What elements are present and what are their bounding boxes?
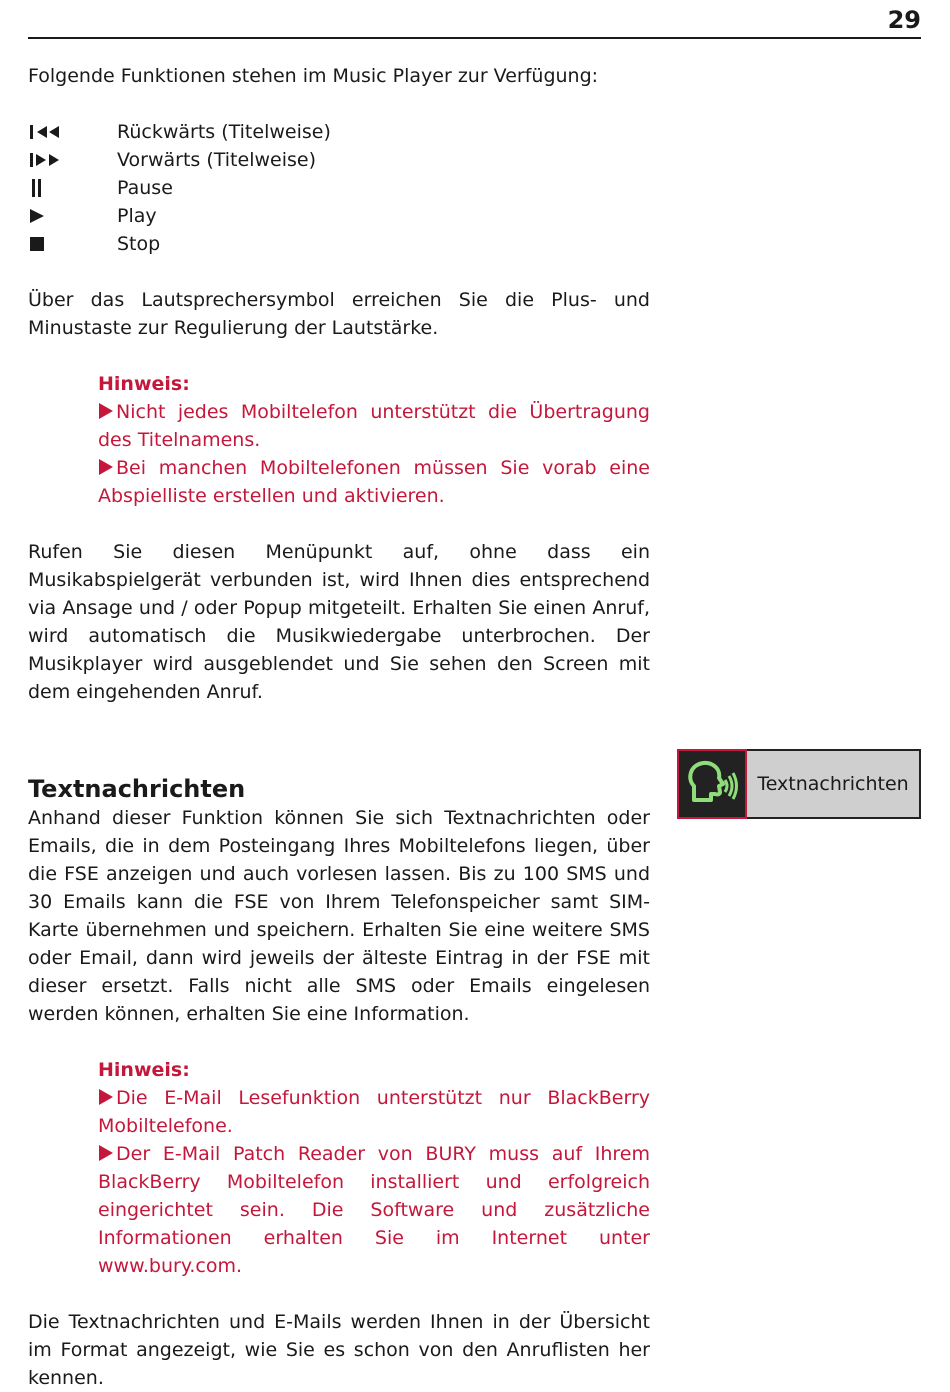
page-number: 29 — [887, 6, 921, 34]
note-item: Die E-Mail Lesefunktion unterstützt nur BlackBerry Mobiltelefone. — [98, 1087, 650, 1137]
header-rule — [28, 37, 921, 39]
note-title: Hinweis: — [98, 1059, 190, 1081]
skip-back-icon — [28, 118, 117, 146]
pause-icon — [28, 174, 117, 202]
note-title: Hinweis: — [98, 373, 190, 395]
control-item — [28, 146, 650, 174]
section-body: Anhand dieser Funktion können Sie sich Textnachrichten oder Emails, die in dem Posteingang Ihres Mobiltelefons liegen, über die FSE anzeigen und auch vorlesen lassen. Bis zu 100 SMS und 30 Emails kann die FSE von Ihrem Telefonspeicher samt SIM-Karte übernehmen und speichern. Erhalten Sie eine weitere SMS oder Email, dann wird jeweils der älteste Eintrag in der FSE mit dieser ersetzt. Falls nicht alle SMS oder Emails eingelesen werden können, erhalten Sie eine Information. — [28, 807, 650, 1025]
control-label: Stop — [117, 233, 161, 255]
volume-text: Über das Lautsprechersymbol erreichen Sie die Plus- und Minustaste zur Regulierung der Lautstärke. — [28, 289, 650, 339]
control-item — [28, 230, 650, 258]
section-heading: Textnachrichten — [28, 775, 246, 803]
note-item: Nicht jedes Mobiltelefon unterstützt die Übertragung des Titelnamens. — [98, 401, 650, 451]
control-item — [28, 202, 650, 230]
bullet-triangle-icon — [99, 403, 113, 419]
control-label: Vorwärts (Titelweise) — [117, 149, 316, 171]
bullet-triangle-icon — [99, 459, 113, 475]
bullet-triangle-icon — [99, 1089, 113, 1105]
note-box — [98, 370, 650, 510]
control-label: Play — [117, 205, 157, 227]
skip-forward-icon — [28, 146, 117, 174]
stop-icon — [28, 230, 117, 258]
control-item — [28, 118, 650, 146]
speaking-head-icon — [677, 749, 747, 819]
closing-text: Die Textnachrichten und E-Mails werden Ihnen in der Übersicht im Format angezeigt, wie Sie es schon von den Anruflisten her kennen. — [28, 1311, 650, 1389]
control-item — [28, 174, 650, 202]
control-label: Rückwärts (Titelweise) — [117, 121, 331, 143]
textnachrichten-menu-tile — [677, 749, 921, 819]
play-icon — [28, 202, 117, 230]
note-item: Der E-Mail Patch Reader von BURY muss auf Ihrem BlackBerry Mobiltelefon installiert und erfolgreich eingerichtet sein. Die Software und zusätzliche Informationen erhalten Sie im Internet unter www.bury.com. — [98, 1143, 650, 1277]
main-content — [28, 62, 650, 1392]
textnachrichten-section — [28, 774, 650, 1028]
control-label: Pause — [117, 177, 173, 199]
player-controls-list — [28, 118, 650, 258]
call-text: Rufen Sie diesen Menüpunkt auf, ohne dass ein Musikabspielgerät verbunden ist, wird Ihnen dies entsprechend via Ansage und / oder Popup mitgeteilt. Erhalten Sie einen Anruf, wird automatisch die Musikwiedergabe unterbrochen. Der Musikplayer wird ausgeblendet und Sie sehen den Screen mit dem eingehenden Anruf. — [28, 541, 650, 703]
bullet-triangle-icon — [99, 1145, 113, 1161]
note-box — [98, 1056, 650, 1280]
intro-text: Folgende Funktionen stehen im Music Player zur Verfügung: — [28, 65, 599, 87]
menu-tile-label: Textnachrichten — [747, 749, 921, 819]
note-item: Bei manchen Mobiltelefonen müssen Sie vorab eine Abspielliste erstellen und aktivieren. — [98, 457, 650, 507]
